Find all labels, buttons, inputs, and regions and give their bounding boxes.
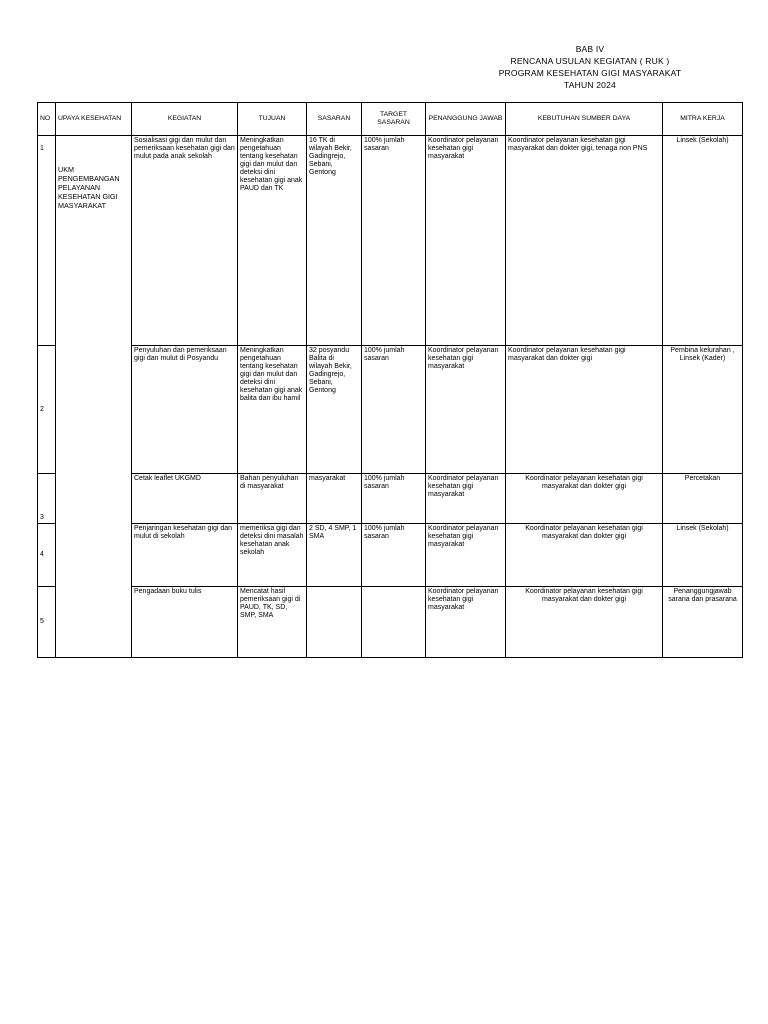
col-header-kegiatan: KEGIATAN bbox=[132, 103, 238, 136]
penanggung-cell: Koordinator pelayanan kesehatan gigi masyarakat bbox=[426, 474, 506, 524]
tujuan-cell: Mencatat hasil pemeriksaan gigi di PAUD, TK, SD, SMP, SMA bbox=[238, 587, 307, 658]
kegiatan-cell: Pengadaan buku tulis bbox=[132, 587, 238, 658]
mitra-cell: Linsek (Sekolah) bbox=[663, 136, 743, 346]
row-no: 2 bbox=[38, 346, 56, 474]
upaya-text: UKM PENGEMBANGAN PELAYANAN KESEHATAN GIGI MASYARAKAT bbox=[58, 165, 120, 210]
row-no bbox=[38, 136, 56, 346]
sasaran-cell: 16 TK di wilayah Bekir, Gadingrejo, Sebani, Gentong bbox=[307, 136, 362, 346]
kebutuhan-cell: Koordinator pelayanan kesehatan gigi masyarakat dan dokter gigi bbox=[506, 524, 663, 587]
target-cell: 100% jumlah sasaran bbox=[362, 136, 426, 346]
col-header-mitra: MITRA KERJA bbox=[663, 103, 743, 136]
row-no: 3 bbox=[38, 474, 56, 524]
row-no: 4 bbox=[38, 524, 56, 587]
penanggung-cell: Koordinator pelayanan kesehatan gigi masyarakat bbox=[426, 524, 506, 587]
upaya-cell bbox=[56, 136, 132, 658]
col-header-upaya: UPAYA KESEHATAN bbox=[56, 103, 132, 136]
ruk-table bbox=[37, 102, 743, 658]
penanggung-cell: Koordinator pelayanan kesehatan gigi masyarakat bbox=[426, 587, 506, 658]
kebutuhan-cell: Koordinator pelayanan kesehatan gigi masyarakat dan dokter gigi, tenaga non PNS bbox=[506, 136, 663, 346]
table-row bbox=[38, 136, 743, 346]
target-cell: 100% jumlah sasaran bbox=[362, 346, 426, 474]
document-title: RENCANA USULAN KEGIATAN ( RUK ) bbox=[510, 56, 670, 66]
document-title-block bbox=[480, 43, 700, 91]
mitra-cell: Penanggungjawab sarana dan prasarana bbox=[663, 587, 743, 658]
mitra-cell: Percetakan bbox=[663, 474, 743, 524]
sasaran-cell: masyarakat bbox=[307, 474, 362, 524]
sasaran-cell: 2 SD, 4 SMP, 1 SMA bbox=[307, 524, 362, 587]
program-title: PROGRAM KESEHATAN GIGI MASYARAKAT bbox=[498, 68, 682, 78]
table-row bbox=[38, 524, 743, 587]
sasaran-cell: 32 posyandu Balita di wilayah Bekir, Gadingrejo, Sebani, Gentong bbox=[307, 346, 362, 474]
table-header-row bbox=[38, 103, 743, 136]
mitra-cell: Pembina kelurahan , Linsek (Kader) bbox=[663, 346, 743, 474]
penanggung-cell: Koordinator pelayanan kesehatan gigi masyarakat bbox=[426, 136, 506, 346]
row-no: 5 bbox=[38, 587, 56, 658]
kebutuhan-cell: Koordinator pelayanan kesehatan gigi masyarakat dan dokter gigi bbox=[506, 474, 663, 524]
tujuan-cell: memeriksa gigi dan deteksi dini masalah kesehatan anak sekolah bbox=[238, 524, 307, 587]
tujuan-cell: Meningkatkan pengetahuan tentang kesehatan gigi dan mulut dan deteksi dini kesehatan gigi anak PAUD dan TK bbox=[238, 136, 307, 346]
target-cell: 100% jumlah sasaran bbox=[362, 524, 426, 587]
table-row bbox=[38, 474, 743, 524]
col-header-target: TARGET SASARAN bbox=[362, 103, 426, 136]
tujuan-cell: Meningkatkan pengetahuan tentang kesehatan gigi dan mulut dan deteksi dini kesehatan gigi anak balita dan ibu hamil bbox=[238, 346, 307, 474]
col-header-no: NO bbox=[38, 103, 56, 136]
col-header-kebutuhan: KEBUTUHAN SUMBER DAYA bbox=[506, 103, 663, 136]
kebutuhan-cell: Koordinator pelayanan kesehatan gigi masyarakat dan dokter gigi bbox=[506, 346, 663, 474]
table-row bbox=[38, 346, 743, 474]
target-cell: 100% jumlah sasaran bbox=[362, 474, 426, 524]
col-header-sasaran: SASARAN bbox=[307, 103, 362, 136]
sasaran-cell bbox=[307, 587, 362, 658]
col-header-penanggung-jawab: PENANGGUNG JAWAB bbox=[426, 103, 506, 136]
target-cell bbox=[362, 587, 426, 658]
kegiatan-cell: Penjaringan kesehatan gigi dan mulut di sekolah bbox=[132, 524, 238, 587]
row-no-text: 1 bbox=[40, 145, 44, 152]
mitra-cell: Linsek (Sekolah) bbox=[663, 524, 743, 587]
tujuan-cell: Bahan penyuluhan di masyarakat bbox=[238, 474, 307, 524]
kegiatan-cell: Sosialisasi gigi dan mulut dan pemeriksaan kesehatan gigi dan mulut pada anak sekolah bbox=[132, 136, 238, 346]
kegiatan-cell: Cetak leaflet UKGMD bbox=[132, 474, 238, 524]
chapter-label: BAB IV bbox=[575, 44, 605, 54]
table-row bbox=[38, 587, 743, 658]
kebutuhan-cell: Koordinator pelayanan kesehatan gigi masyarakat dan dokter gigi bbox=[506, 587, 663, 658]
col-header-tujuan: TUJUAN bbox=[238, 103, 307, 136]
penanggung-cell: Koordinator pelayanan kesehatan gigi masyarakat bbox=[426, 346, 506, 474]
year-label: TAHUN 2024 bbox=[564, 80, 616, 90]
kegiatan-cell: Penyuluhan dan pemeriksaan gigi dan mulut di Posyandu bbox=[132, 346, 238, 474]
